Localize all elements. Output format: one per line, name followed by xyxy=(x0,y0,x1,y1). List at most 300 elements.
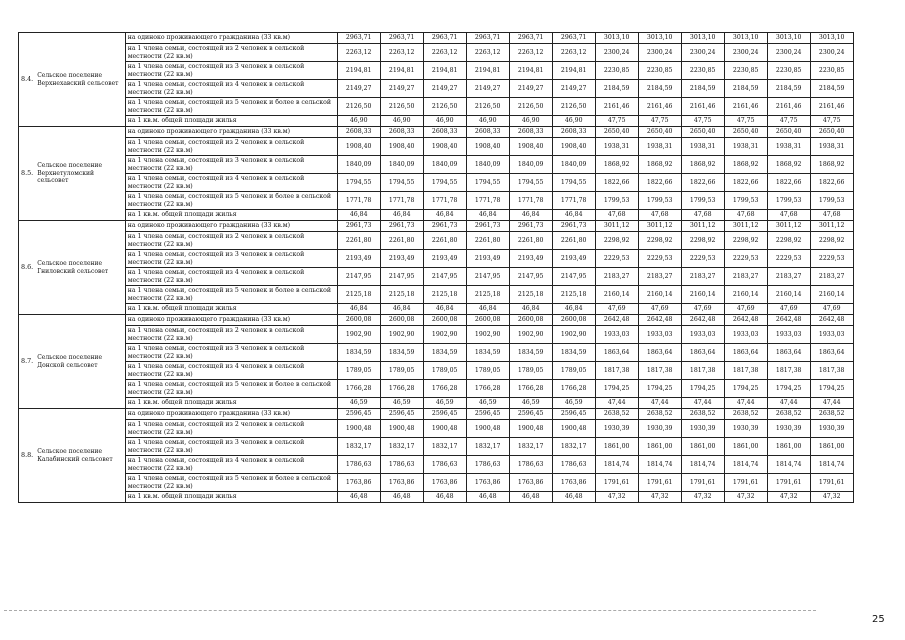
value-cell: 2161,46 xyxy=(681,98,724,116)
value-cell: 1834,59 xyxy=(423,344,466,362)
value-cell: 1799,53 xyxy=(681,192,724,210)
norm-description: на 1 кв.м. общей площади жилья xyxy=(125,116,337,127)
value-cell: 1902,90 xyxy=(423,326,466,344)
value-cell: 46,90 xyxy=(380,116,423,127)
value-cell: 2608,33 xyxy=(380,127,423,138)
value-cell: 1868,92 xyxy=(595,156,638,174)
value-cell: 2596,45 xyxy=(552,409,595,420)
value-cell: 1863,64 xyxy=(638,344,681,362)
value-cell: 2963,71 xyxy=(380,33,423,44)
value-cell: 2963,71 xyxy=(552,33,595,44)
value-cell: 2596,45 xyxy=(466,409,509,420)
value-cell: 2298,92 xyxy=(595,232,638,250)
value-cell: 46,48 xyxy=(509,492,552,503)
value-cell: 2149,27 xyxy=(380,80,423,98)
value-cell: 1908,40 xyxy=(423,138,466,156)
table-row xyxy=(19,474,854,492)
value-cell: 1834,59 xyxy=(337,344,380,362)
norm-description: на одиноко проживающего гражданина (33 кв.м) xyxy=(125,127,337,138)
value-cell: 1791,61 xyxy=(681,474,724,492)
value-cell: 1763,86 xyxy=(509,474,552,492)
value-cell: 1861,00 xyxy=(638,438,681,456)
value-cell: 47,32 xyxy=(767,492,810,503)
value-cell: 1817,38 xyxy=(595,362,638,380)
value-cell: 2650,40 xyxy=(638,127,681,138)
value-cell: 1868,92 xyxy=(767,156,810,174)
norm-description: на 1 члена семьи, состоящей из 4 человек в сельской местности (22 кв.м) xyxy=(125,268,337,286)
value-cell: 2184,59 xyxy=(681,80,724,98)
value-cell: 2961,73 xyxy=(466,221,509,232)
value-cell: 1799,53 xyxy=(724,192,767,210)
value-cell: 2126,50 xyxy=(337,98,380,116)
value-cell: 2300,24 xyxy=(767,44,810,62)
value-cell: 46,90 xyxy=(337,116,380,127)
value-cell: 47,32 xyxy=(724,492,767,503)
value-cell: 2300,24 xyxy=(724,44,767,62)
norm-description: на 1 члена семьи, состоящей из 2 человек в сельской местности (22 кв.м) xyxy=(125,138,337,156)
value-cell: 1902,90 xyxy=(380,326,423,344)
value-cell: 2230,85 xyxy=(595,62,638,80)
value-cell: 2642,48 xyxy=(810,315,853,326)
value-cell: 2229,53 xyxy=(681,250,724,268)
value-cell: 1840,09 xyxy=(423,156,466,174)
value-cell: 1789,05 xyxy=(380,362,423,380)
table-row xyxy=(19,492,854,503)
value-cell: 1814,74 xyxy=(767,456,810,474)
value-cell: 47,44 xyxy=(767,398,810,409)
value-cell: 2230,85 xyxy=(638,62,681,80)
value-cell: 2261,80 xyxy=(423,232,466,250)
value-cell: 1834,59 xyxy=(552,344,595,362)
value-cell: 1791,61 xyxy=(638,474,681,492)
value-cell: 47,68 xyxy=(767,210,810,221)
table-row xyxy=(19,44,854,62)
settlement-name: Сельское поселение Верхнетуломский сельсовет xyxy=(35,127,125,221)
value-cell: 2147,95 xyxy=(552,268,595,286)
value-cell: 46,84 xyxy=(337,304,380,315)
value-cell: 47,69 xyxy=(767,304,810,315)
value-cell: 1799,53 xyxy=(810,192,853,210)
table-row xyxy=(19,80,854,98)
tariff-table xyxy=(18,32,854,503)
value-cell: 2642,48 xyxy=(681,315,724,326)
table-row xyxy=(19,98,854,116)
value-cell: 2638,52 xyxy=(810,409,853,420)
value-cell: 2160,14 xyxy=(767,286,810,304)
value-cell: 47,75 xyxy=(767,116,810,127)
norm-description: на 1 члена семьи, состоящей из 3 человек в сельской местности (22 кв.м) xyxy=(125,438,337,456)
value-cell: 1933,03 xyxy=(767,326,810,344)
value-cell: 2184,59 xyxy=(767,80,810,98)
value-cell: 2183,27 xyxy=(681,268,724,286)
value-cell: 2125,18 xyxy=(337,286,380,304)
value-cell: 1840,09 xyxy=(337,156,380,174)
value-cell: 1786,63 xyxy=(552,456,595,474)
value-cell: 1908,40 xyxy=(380,138,423,156)
value-cell: 1863,64 xyxy=(595,344,638,362)
value-cell: 2125,18 xyxy=(466,286,509,304)
value-cell: 1794,55 xyxy=(337,174,380,192)
value-cell: 1863,64 xyxy=(724,344,767,362)
norm-description: на 1 члена семьи, состоящей из 4 человек в сельской местности (22 кв.м) xyxy=(125,362,337,380)
settlement-code: 8.8. xyxy=(19,409,36,503)
value-cell: 1786,63 xyxy=(337,456,380,474)
value-cell: 1933,03 xyxy=(681,326,724,344)
value-cell: 2147,95 xyxy=(337,268,380,286)
page-number: 25 xyxy=(872,614,885,625)
norm-description: на 1 кв.м. общей площади жилья xyxy=(125,210,337,221)
value-cell: 46,48 xyxy=(380,492,423,503)
value-cell: 1771,78 xyxy=(380,192,423,210)
value-cell: 2261,80 xyxy=(509,232,552,250)
value-cell: 1832,17 xyxy=(423,438,466,456)
value-cell: 2160,14 xyxy=(595,286,638,304)
value-cell: 47,32 xyxy=(810,492,853,503)
value-cell: 3013,10 xyxy=(767,33,810,44)
norm-description: на 1 члена семьи, состоящей из 3 человек в сельской местности (22 кв.м) xyxy=(125,344,337,362)
value-cell: 1938,31 xyxy=(595,138,638,156)
norm-description: на одиноко проживающего гражданина (33 кв.м) xyxy=(125,33,337,44)
value-cell: 2125,18 xyxy=(380,286,423,304)
value-cell: 46,48 xyxy=(466,492,509,503)
value-cell: 2193,49 xyxy=(466,250,509,268)
value-cell: 1794,25 xyxy=(810,380,853,398)
value-cell: 1794,25 xyxy=(767,380,810,398)
settlement-name: Сельское поселение Гниловский сельсовет xyxy=(35,221,125,315)
value-cell: 1814,74 xyxy=(810,456,853,474)
value-cell: 46,90 xyxy=(552,116,595,127)
value-cell: 47,44 xyxy=(681,398,724,409)
value-cell: 46,59 xyxy=(423,398,466,409)
value-cell: 46,48 xyxy=(423,492,466,503)
value-cell: 2963,71 xyxy=(337,33,380,44)
value-cell: 47,68 xyxy=(810,210,853,221)
table-row xyxy=(19,344,854,362)
value-cell: 1822,66 xyxy=(595,174,638,192)
value-cell: 2642,48 xyxy=(767,315,810,326)
value-cell: 2298,92 xyxy=(810,232,853,250)
value-cell: 1930,39 xyxy=(767,420,810,438)
value-cell: 1817,38 xyxy=(767,362,810,380)
value-cell: 2298,92 xyxy=(767,232,810,250)
value-cell: 2147,95 xyxy=(423,268,466,286)
value-cell: 47,68 xyxy=(681,210,724,221)
table-row xyxy=(19,221,854,232)
value-cell: 46,84 xyxy=(380,210,423,221)
value-cell: 1822,66 xyxy=(767,174,810,192)
value-cell: 2963,71 xyxy=(423,33,466,44)
table-row xyxy=(19,438,854,456)
value-cell: 47,69 xyxy=(595,304,638,315)
value-cell: 2642,48 xyxy=(595,315,638,326)
value-cell: 46,90 xyxy=(466,116,509,127)
value-cell: 2638,52 xyxy=(767,409,810,420)
table-row xyxy=(19,286,854,304)
value-cell: 1814,74 xyxy=(724,456,767,474)
value-cell: 47,32 xyxy=(595,492,638,503)
table-row xyxy=(19,380,854,398)
value-cell: 2160,14 xyxy=(810,286,853,304)
value-cell: 1766,28 xyxy=(466,380,509,398)
norm-description: на 1 члена семьи, состоящей из 2 человек в сельской местности (22 кв.м) xyxy=(125,232,337,250)
value-cell: 2149,27 xyxy=(466,80,509,98)
value-cell: 1902,90 xyxy=(552,326,595,344)
value-cell: 1902,90 xyxy=(337,326,380,344)
value-cell: 3013,10 xyxy=(638,33,681,44)
value-cell: 1868,92 xyxy=(681,156,724,174)
norm-description: на 1 члена семьи, состоящей из 5 человек и более в сельской местности (22 кв.м) xyxy=(125,380,337,398)
value-cell: 2193,49 xyxy=(423,250,466,268)
value-cell: 1834,59 xyxy=(509,344,552,362)
value-cell: 1794,55 xyxy=(380,174,423,192)
value-cell: 1822,66 xyxy=(681,174,724,192)
value-cell: 1908,40 xyxy=(509,138,552,156)
value-cell: 2161,46 xyxy=(724,98,767,116)
value-cell: 1817,38 xyxy=(724,362,767,380)
value-cell: 2961,73 xyxy=(509,221,552,232)
value-cell: 2194,81 xyxy=(552,62,595,80)
value-cell: 1938,31 xyxy=(681,138,724,156)
value-cell: 2183,27 xyxy=(810,268,853,286)
value-cell: 1863,64 xyxy=(767,344,810,362)
value-cell: 2300,24 xyxy=(638,44,681,62)
value-cell: 2126,50 xyxy=(466,98,509,116)
value-cell: 1794,25 xyxy=(595,380,638,398)
value-cell: 2596,45 xyxy=(337,409,380,420)
value-cell: 2184,59 xyxy=(638,80,681,98)
value-cell: 47,44 xyxy=(595,398,638,409)
value-cell: 2229,53 xyxy=(595,250,638,268)
value-cell: 1799,53 xyxy=(638,192,681,210)
value-cell: 1868,92 xyxy=(638,156,681,174)
value-cell: 2183,27 xyxy=(638,268,681,286)
value-cell: 2125,18 xyxy=(509,286,552,304)
value-cell: 1933,03 xyxy=(638,326,681,344)
value-cell: 3011,12 xyxy=(767,221,810,232)
value-cell: 1902,90 xyxy=(509,326,552,344)
value-cell: 1933,03 xyxy=(810,326,853,344)
value-cell: 2600,08 xyxy=(380,315,423,326)
norm-description: на одиноко проживающего гражданина (33 кв.м) xyxy=(125,315,337,326)
value-cell: 1902,90 xyxy=(466,326,509,344)
settlement-name: Сельское поселение Донской сельсовет xyxy=(35,315,125,409)
value-cell: 46,59 xyxy=(466,398,509,409)
value-cell: 46,84 xyxy=(552,304,595,315)
value-cell: 1771,78 xyxy=(509,192,552,210)
value-cell: 1786,63 xyxy=(423,456,466,474)
value-cell: 1861,00 xyxy=(595,438,638,456)
table-row xyxy=(19,192,854,210)
value-cell: 1786,63 xyxy=(466,456,509,474)
value-cell: 1789,05 xyxy=(466,362,509,380)
value-cell: 1822,66 xyxy=(638,174,681,192)
value-cell: 1933,03 xyxy=(724,326,767,344)
value-cell: 2194,81 xyxy=(423,62,466,80)
value-cell: 2298,92 xyxy=(724,232,767,250)
value-cell: 3013,10 xyxy=(724,33,767,44)
value-cell: 2961,73 xyxy=(552,221,595,232)
value-cell: 1861,00 xyxy=(810,438,853,456)
norm-description: на одиноко проживающего гражданина (33 кв.м) xyxy=(125,221,337,232)
table-row xyxy=(19,398,854,409)
value-cell: 1908,40 xyxy=(337,138,380,156)
value-cell: 2230,85 xyxy=(724,62,767,80)
value-cell: 1834,59 xyxy=(380,344,423,362)
norm-description: на 1 кв.м. общей площади жилья xyxy=(125,492,337,503)
value-cell: 1794,55 xyxy=(466,174,509,192)
value-cell: 46,84 xyxy=(380,304,423,315)
value-cell: 2161,46 xyxy=(767,98,810,116)
value-cell: 2650,40 xyxy=(767,127,810,138)
value-cell: 1832,17 xyxy=(337,438,380,456)
value-cell: 47,69 xyxy=(638,304,681,315)
value-cell: 3013,10 xyxy=(595,33,638,44)
value-cell: 2300,24 xyxy=(595,44,638,62)
value-cell: 2194,81 xyxy=(380,62,423,80)
value-cell: 2184,59 xyxy=(724,80,767,98)
value-cell: 1908,40 xyxy=(466,138,509,156)
value-cell: 47,32 xyxy=(681,492,724,503)
value-cell: 1763,86 xyxy=(380,474,423,492)
value-cell: 1763,86 xyxy=(552,474,595,492)
value-cell: 1791,61 xyxy=(724,474,767,492)
value-cell: 3013,10 xyxy=(810,33,853,44)
value-cell: 2184,59 xyxy=(810,80,853,98)
value-cell: 1900,48 xyxy=(466,420,509,438)
value-cell: 47,75 xyxy=(810,116,853,127)
value-cell: 46,84 xyxy=(337,210,380,221)
value-cell: 1908,40 xyxy=(552,138,595,156)
value-cell: 2600,08 xyxy=(466,315,509,326)
value-cell: 1771,78 xyxy=(423,192,466,210)
value-cell: 2160,14 xyxy=(724,286,767,304)
norm-description: на 1 члена семьи, состоящей из 3 человек в сельской местности (22 кв.м) xyxy=(125,250,337,268)
value-cell: 1794,55 xyxy=(552,174,595,192)
value-cell: 46,84 xyxy=(552,210,595,221)
value-cell: 1868,92 xyxy=(724,156,767,174)
value-cell: 2229,53 xyxy=(638,250,681,268)
value-cell: 2961,73 xyxy=(423,221,466,232)
value-cell: 2300,24 xyxy=(810,44,853,62)
value-cell: 1900,48 xyxy=(337,420,380,438)
value-cell: 2194,81 xyxy=(509,62,552,80)
value-cell: 2125,18 xyxy=(552,286,595,304)
value-cell: 46,90 xyxy=(423,116,466,127)
value-cell: 2600,08 xyxy=(552,315,595,326)
value-cell: 1938,31 xyxy=(638,138,681,156)
value-cell: 1799,53 xyxy=(595,192,638,210)
document-page xyxy=(18,32,854,503)
value-cell: 2608,33 xyxy=(466,127,509,138)
value-cell: 2183,27 xyxy=(767,268,810,286)
value-cell: 2638,52 xyxy=(724,409,767,420)
value-cell: 2161,46 xyxy=(810,98,853,116)
value-cell: 2230,85 xyxy=(681,62,724,80)
table-row xyxy=(19,127,854,138)
value-cell: 1868,92 xyxy=(810,156,853,174)
value-cell: 46,84 xyxy=(423,210,466,221)
table-row xyxy=(19,116,854,127)
value-cell: 46,84 xyxy=(423,304,466,315)
value-cell: 2261,80 xyxy=(380,232,423,250)
value-cell: 3011,12 xyxy=(724,221,767,232)
table-row xyxy=(19,304,854,315)
value-cell: 1938,31 xyxy=(767,138,810,156)
value-cell: 1930,39 xyxy=(810,420,853,438)
value-cell: 1766,28 xyxy=(552,380,595,398)
table-row xyxy=(19,409,854,420)
value-cell: 1791,61 xyxy=(767,474,810,492)
value-cell: 1930,39 xyxy=(638,420,681,438)
value-cell: 2160,14 xyxy=(638,286,681,304)
table-row xyxy=(19,33,854,44)
value-cell: 3011,12 xyxy=(681,221,724,232)
value-cell: 1814,74 xyxy=(681,456,724,474)
table-row xyxy=(19,156,854,174)
value-cell: 1933,03 xyxy=(595,326,638,344)
table-row xyxy=(19,456,854,474)
value-cell: 2600,08 xyxy=(337,315,380,326)
table-row xyxy=(19,232,854,250)
value-cell: 1930,39 xyxy=(724,420,767,438)
settlement-code: 8.7. xyxy=(19,315,36,409)
value-cell: 1789,05 xyxy=(337,362,380,380)
value-cell: 46,84 xyxy=(466,210,509,221)
value-cell: 1786,63 xyxy=(509,456,552,474)
value-cell: 2149,27 xyxy=(337,80,380,98)
value-cell: 47,32 xyxy=(638,492,681,503)
value-cell: 47,75 xyxy=(681,116,724,127)
norm-description: на 1 члена семьи, состоящей из 4 человек в сельской местности (22 кв.м) xyxy=(125,456,337,474)
norm-description: на 1 члена семьи, состоящей из 4 человек в сельской местности (22 кв.м) xyxy=(125,174,337,192)
value-cell: 1930,39 xyxy=(681,420,724,438)
table-row xyxy=(19,138,854,156)
value-cell: 2638,52 xyxy=(638,409,681,420)
value-cell: 3013,10 xyxy=(681,33,724,44)
value-cell: 2298,92 xyxy=(638,232,681,250)
table-row xyxy=(19,174,854,192)
value-cell: 47,75 xyxy=(595,116,638,127)
settlement-code: 8.4. xyxy=(19,33,36,127)
value-cell: 47,68 xyxy=(595,210,638,221)
value-cell: 2963,71 xyxy=(466,33,509,44)
value-cell: 47,44 xyxy=(638,398,681,409)
value-cell: 1832,17 xyxy=(466,438,509,456)
value-cell: 2194,81 xyxy=(337,62,380,80)
value-cell: 47,75 xyxy=(638,116,681,127)
value-cell: 46,84 xyxy=(509,210,552,221)
value-cell: 1832,17 xyxy=(552,438,595,456)
value-cell: 2596,45 xyxy=(380,409,423,420)
value-cell: 1817,38 xyxy=(681,362,724,380)
value-cell: 2230,85 xyxy=(810,62,853,80)
value-cell: 2147,95 xyxy=(509,268,552,286)
norm-description: на 1 кв.м. общей площади жилья xyxy=(125,398,337,409)
value-cell: 2263,12 xyxy=(509,44,552,62)
value-cell: 1840,09 xyxy=(380,156,423,174)
value-cell: 2298,92 xyxy=(681,232,724,250)
value-cell: 2229,53 xyxy=(724,250,767,268)
value-cell: 2650,40 xyxy=(681,127,724,138)
value-cell: 2149,27 xyxy=(552,80,595,98)
norm-description: на 1 члена семьи, состоящей из 3 человек в сельской местности (22 кв.м) xyxy=(125,62,337,80)
value-cell: 1863,64 xyxy=(810,344,853,362)
value-cell: 2608,33 xyxy=(423,127,466,138)
value-cell: 2194,81 xyxy=(466,62,509,80)
settlement-code: 8.6. xyxy=(19,221,36,315)
value-cell: 2193,49 xyxy=(552,250,595,268)
value-cell: 47,44 xyxy=(724,398,767,409)
